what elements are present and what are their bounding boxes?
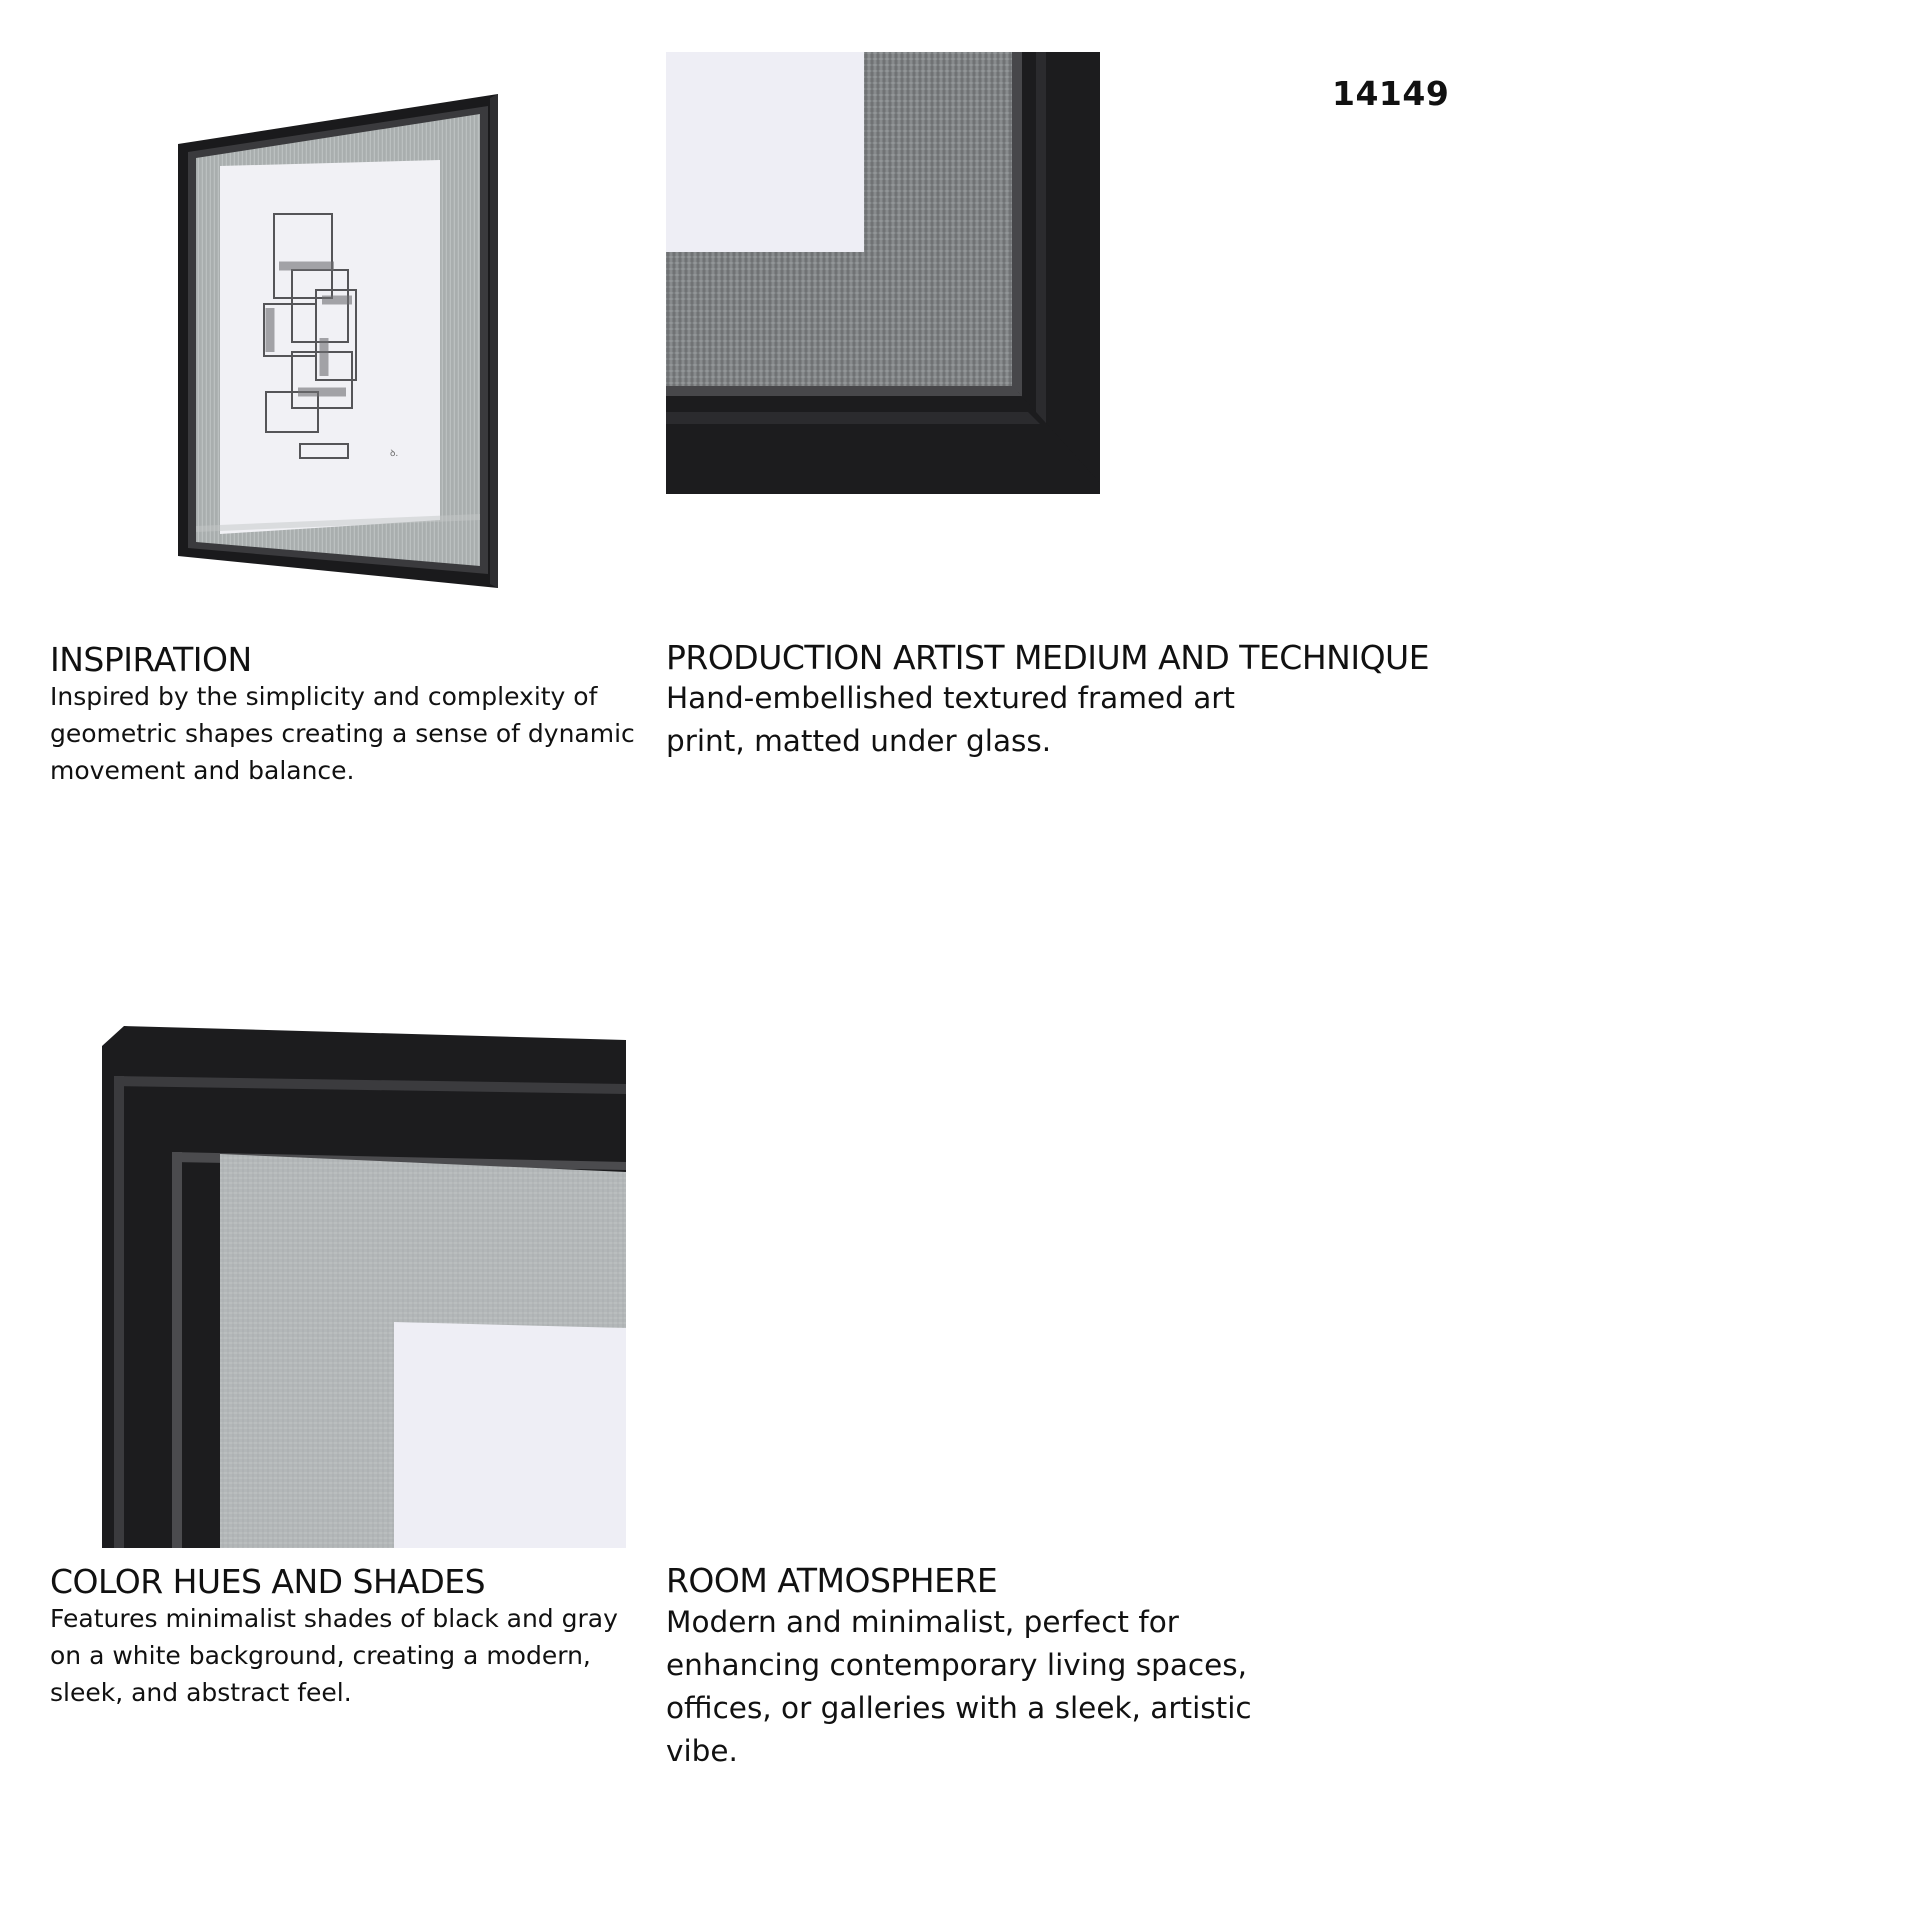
section-body-inspiration: Inspired by the simplicity and complexity of geometric shapes creating a sense of dynamic movement and balance. xyxy=(50,682,635,785)
framed-print-image xyxy=(174,94,504,588)
section-heading-room: ROOM ATMOSPHERE xyxy=(666,1561,998,1600)
section-heading-production: PRODUCTION ARTIST MEDIUM AND TECHNIQUE xyxy=(666,638,1430,677)
section-body-production: Hand-embellished textured framed art print, matted under glass. xyxy=(666,681,1235,758)
section-heading-color: COLOR HUES AND SHADES xyxy=(50,1562,486,1601)
section-body-color: Features minimalist shades of black and gray on a white background, creating a modern, sleek, and abstract feel. xyxy=(50,1604,618,1707)
product-code: 14149 xyxy=(1332,74,1450,113)
section-heading-inspiration: INSPIRATION xyxy=(50,640,252,679)
frame-corner-detail-image xyxy=(666,52,1110,494)
section-body-room: Modern and minimalist, perfect for enhancing contemporary living spaces, offices, or galleries with a sleek, artistic vibe. xyxy=(666,1605,1252,1768)
frame-corner-detail-image xyxy=(102,1026,626,1548)
svg-text:ꝺ.: ꝺ. xyxy=(390,449,399,459)
